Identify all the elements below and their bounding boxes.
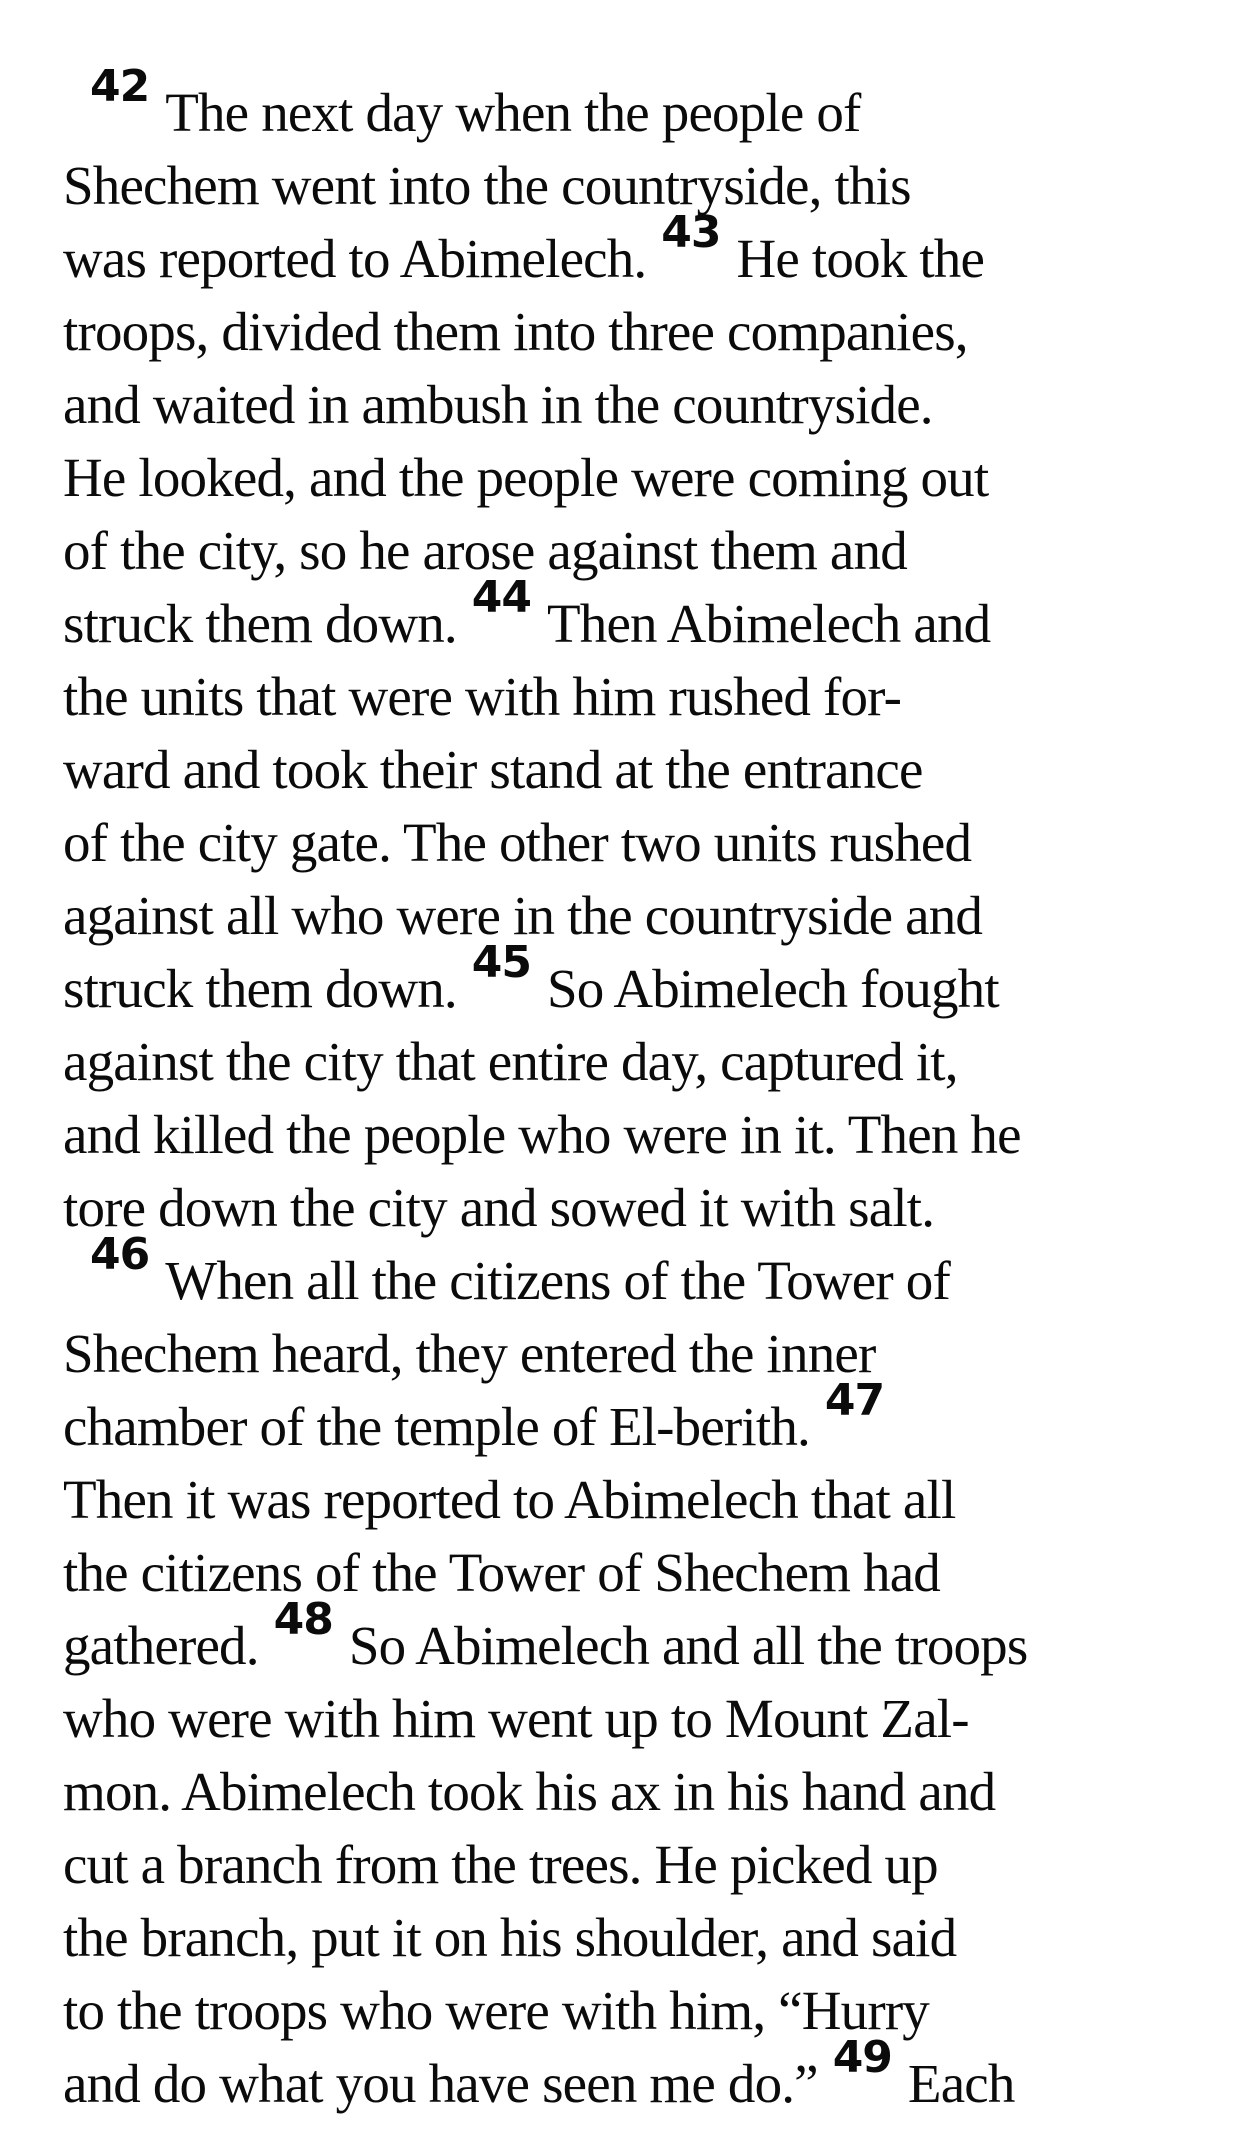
verse-text: mon. Abimelech took his ax in his hand and xyxy=(63,1761,996,1822)
verse-number: 49 xyxy=(832,2032,892,2083)
verse-text: who were with him went up to Mount Zal- xyxy=(63,1688,969,1749)
verse-text: tore down the city and sowed it with salt. xyxy=(63,1177,935,1238)
text-line xyxy=(63,1594,1202,1682)
verse-text: the citizens of the Tower of Shechem had xyxy=(63,1542,940,1603)
text-line xyxy=(63,1828,1202,1901)
text-line xyxy=(63,937,1202,1025)
verse-text: the branch, put it on his shoulder, and said xyxy=(63,1907,957,1968)
verse-text: Shechem went into the countryside, this xyxy=(63,155,911,216)
bible-paragraph xyxy=(63,1229,1202,2120)
verse-text: against the city that entire day, captured it, xyxy=(63,1031,958,1092)
verse-text: and waited in ambush in the countryside. xyxy=(63,374,933,435)
verse-number: 42 xyxy=(90,61,150,112)
verse-text: gathered. xyxy=(63,1615,272,1676)
text-line xyxy=(63,1682,1202,1755)
verse-number: 46 xyxy=(90,1229,150,1280)
text-line xyxy=(63,806,1202,879)
text-line xyxy=(63,207,1202,295)
text-line xyxy=(63,1317,1202,1390)
verse-text: chamber of the temple of El-berith. xyxy=(63,1396,823,1457)
text-line xyxy=(63,2032,1202,2120)
verse-text: against all who were in the countryside and xyxy=(63,885,983,946)
verse-number: 48 xyxy=(273,1594,333,1645)
text-line xyxy=(63,368,1202,441)
text-line xyxy=(63,1171,1202,1244)
verse-text: ward and took their stand at the entrance xyxy=(63,739,923,800)
text-line xyxy=(63,572,1202,660)
verse-text: cut a branch from the trees. He picked up xyxy=(63,1834,938,1895)
text-line xyxy=(63,61,1202,149)
text-line xyxy=(63,1974,1202,2047)
bible-paragraph xyxy=(63,61,1202,1244)
verse-text: Then Abimelech and xyxy=(547,593,991,654)
text-line xyxy=(63,514,1202,587)
text-line xyxy=(63,149,1202,222)
text-line xyxy=(63,1901,1202,1974)
verse-number: 43 xyxy=(661,207,721,258)
verse-text: Then it was reported to Abimelech that all xyxy=(63,1469,956,1530)
verse-text: of the city, so he arose against them and xyxy=(63,520,907,581)
verse-text: Each xyxy=(907,2053,1015,2114)
verse-text: was reported to Abimelech. xyxy=(63,228,660,289)
text-line xyxy=(63,1229,1202,1317)
scripture-text xyxy=(63,61,1202,2120)
verse-number: 44 xyxy=(471,572,531,623)
text-line xyxy=(63,660,1202,733)
verse-text: the units that were with him rushed for- xyxy=(63,666,902,727)
text-line xyxy=(63,1098,1202,1171)
verse-text: The next day when the people of xyxy=(165,82,861,143)
text-line xyxy=(63,733,1202,806)
verse-text: struck them down. xyxy=(63,958,470,1019)
verse-text: troops, divided them into three companies, xyxy=(63,301,968,362)
verse-text: to the troops who were with him, “Hurry xyxy=(63,1980,929,2041)
verse-text: and killed the people who were in it. Then he xyxy=(63,1104,1021,1165)
text-line xyxy=(63,879,1202,952)
verse-text: and do what you have seen me do.” xyxy=(63,2053,831,2114)
verse-text: He took the xyxy=(736,228,985,289)
text-line xyxy=(63,441,1202,514)
text-line xyxy=(63,1463,1202,1536)
verse-text: So Abimelech fought xyxy=(547,958,999,1019)
text-line xyxy=(63,295,1202,368)
verse-number: 45 xyxy=(471,937,531,988)
text-line xyxy=(63,1375,1202,1463)
verse-text: He looked, and the people were coming out xyxy=(63,447,989,508)
text-line xyxy=(63,1536,1202,1609)
verse-text: So Abimelech and all the troops xyxy=(348,1615,1028,1676)
verse-text: When all the citizens of the Tower of xyxy=(165,1250,950,1311)
verse-text: struck them down. xyxy=(63,593,470,654)
verse-text: Shechem heard, they entered the inner xyxy=(63,1323,876,1384)
text-line xyxy=(63,1755,1202,1828)
text-line xyxy=(63,1025,1202,1098)
verse-text: of the city gate. The other two units rushed xyxy=(63,812,972,873)
verse-number: 47 xyxy=(824,1375,885,1426)
